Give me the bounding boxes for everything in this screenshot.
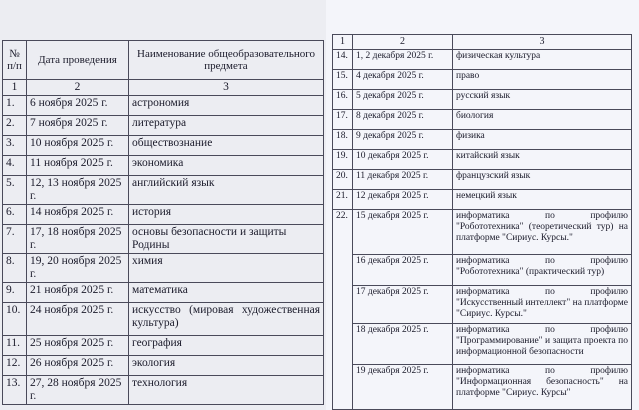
column-index: 2 xyxy=(353,35,453,50)
row-subject: английский язык xyxy=(129,176,324,205)
row-date: 8 декабря 2025 г. xyxy=(353,110,453,130)
row-number: 16. xyxy=(333,90,353,110)
table-row xyxy=(333,90,632,110)
table-row xyxy=(3,283,324,303)
column-index: 1 xyxy=(3,80,27,96)
column-index: 3 xyxy=(453,35,632,50)
row-number: 13. xyxy=(3,376,27,405)
header-number: № п/п xyxy=(3,41,27,80)
row-subject: русский язык xyxy=(453,90,632,110)
row-number: 14. xyxy=(333,50,353,70)
table-row xyxy=(3,303,324,336)
row-date: 9 декабря 2025 г. xyxy=(353,130,453,150)
schedule-table-part-2 xyxy=(332,34,632,410)
table-row xyxy=(333,190,632,210)
row-date: 21 ноября 2025 г. xyxy=(27,283,129,303)
row-subject: китайский язык xyxy=(453,150,632,170)
row-subject: биология xyxy=(453,110,632,130)
schedule-table-part-1 xyxy=(2,40,324,405)
row-date: 4 декабря 2025 г. xyxy=(353,70,453,90)
table-row xyxy=(3,156,324,176)
row-subject: физическая культура xyxy=(453,50,632,70)
row-number: 2. xyxy=(3,116,27,136)
table-row xyxy=(333,70,632,90)
row-number: 3. xyxy=(3,136,27,156)
row-subject: экономика xyxy=(129,156,324,176)
row-subject: немецкий язык xyxy=(453,190,632,210)
row-subject: информатика по профилю "Робототехника" (практический тур) xyxy=(453,255,632,286)
row-date: 19 декабря 2025 г. xyxy=(353,365,453,410)
right-page xyxy=(326,0,639,410)
table-row xyxy=(333,150,632,170)
table-row xyxy=(3,116,324,136)
table-row xyxy=(3,96,324,116)
row-date: 14 ноября 2025 г. xyxy=(27,205,129,225)
table-row xyxy=(333,50,632,70)
row-number: 20. xyxy=(333,170,353,190)
row-number: 10. xyxy=(3,303,27,336)
row-subject: химия xyxy=(129,254,324,283)
row-subject: технология xyxy=(129,376,324,405)
row-number: 1. xyxy=(3,96,27,116)
row-number: 22. xyxy=(333,210,353,255)
row-number: 19. xyxy=(333,150,353,170)
row-date: 11 ноября 2025 г. xyxy=(27,156,129,176)
row-subject: информатика по профилю "Робототехника" (теоретический тур) на платформе "Сириус. Курсы." xyxy=(453,210,632,255)
row-number: 21. xyxy=(333,190,353,210)
table-row xyxy=(333,210,632,255)
row-date: 15 декабря 2025 г. xyxy=(353,210,453,255)
column-index: 3 xyxy=(129,80,324,96)
column-index: 2 xyxy=(27,80,129,96)
table-row xyxy=(3,136,324,156)
table-row xyxy=(3,336,324,356)
table-row xyxy=(3,225,324,254)
row-number: 12. xyxy=(3,356,27,376)
table-row xyxy=(333,170,632,190)
row-date: 10 декабря 2025 г. xyxy=(353,150,453,170)
row-date: 1, 2 декабря 2025 г. xyxy=(353,50,453,70)
row-number: 18. xyxy=(333,130,353,150)
row-date: 17, 18 ноября 2025 г. xyxy=(27,225,129,254)
row-subject: обществознание xyxy=(129,136,324,156)
row-number: 8. xyxy=(3,254,27,283)
table-row xyxy=(333,255,632,286)
header-date: Дата проведения xyxy=(27,41,129,80)
row-date: 27, 28 ноября 2025 г. xyxy=(27,376,129,405)
row-date: 7 ноября 2025 г. xyxy=(27,116,129,136)
row-subject: право xyxy=(453,70,632,90)
row-number: 17. xyxy=(333,110,353,130)
column-index-row xyxy=(3,80,324,96)
row-subject: литература xyxy=(129,116,324,136)
row-number: 15. xyxy=(333,70,353,90)
row-subject: математика xyxy=(129,283,324,303)
table-row xyxy=(333,286,632,324)
row-number: 4. xyxy=(3,156,27,176)
header-row xyxy=(3,41,324,80)
row-subject: экология xyxy=(129,356,324,376)
row-subject: искусство (мировая художественная культура) xyxy=(129,303,324,336)
row-date: 25 ноября 2025 г. xyxy=(27,336,129,356)
row-subject: география xyxy=(129,336,324,356)
row-subject: физика xyxy=(453,130,632,150)
row-date: 16 декабря 2025 г. xyxy=(353,255,453,286)
row-number: 11. xyxy=(3,336,27,356)
row-date: 12, 13 ноября 2025 г. xyxy=(27,176,129,205)
row-date: 24 ноября 2025 г. xyxy=(27,303,129,336)
row-number: 6. xyxy=(3,205,27,225)
row-date: 19, 20 ноября 2025 г. xyxy=(27,254,129,283)
row-date: 26 ноября 2025 г. xyxy=(27,356,129,376)
table-row xyxy=(3,376,324,405)
row-number: 9. xyxy=(3,283,27,303)
row-subject: основы безопасности и защиты Родины xyxy=(129,225,324,254)
row-number-empty xyxy=(333,286,353,324)
row-date: 12 декабря 2025 г. xyxy=(353,190,453,210)
table-row xyxy=(333,324,632,365)
column-index: 1 xyxy=(333,35,353,50)
row-date: 6 ноября 2025 г. xyxy=(27,96,129,116)
table-row xyxy=(333,110,632,130)
table-row xyxy=(3,356,324,376)
table-row xyxy=(3,205,324,225)
row-number-empty xyxy=(333,365,353,410)
table-row xyxy=(333,130,632,150)
row-subject: информатика по профилю "Искусственный интеллект" на платформе "Сириус. Курсы." xyxy=(453,286,632,324)
header-subject: Наименование общеобразовательного предмета xyxy=(129,41,324,80)
row-subject: история xyxy=(129,205,324,225)
table-row xyxy=(3,254,324,283)
table-row xyxy=(333,365,632,410)
row-date: 18 декабря 2025 г. xyxy=(353,324,453,365)
row-date: 17 декабря 2025 г. xyxy=(353,286,453,324)
row-date: 11 декабря 2025 г. xyxy=(353,170,453,190)
row-subject: французский язык xyxy=(453,170,632,190)
row-number: 5. xyxy=(3,176,27,205)
table-row xyxy=(3,176,324,205)
row-number-empty xyxy=(333,324,353,365)
row-number: 7. xyxy=(3,225,27,254)
row-subject: информатика по профилю "Информационная безопасность" на платформе "Сириус. Курсы" xyxy=(453,365,632,410)
row-subject: астрономия xyxy=(129,96,324,116)
column-index-row xyxy=(333,35,632,50)
row-date: 5 декабря 2025 г. xyxy=(353,90,453,110)
row-date: 10 ноября 2025 г. xyxy=(27,136,129,156)
row-subject: информатика по профилю "Программирование" и защита проекта по информационной безопасности xyxy=(453,324,632,365)
row-number-empty xyxy=(333,255,353,286)
